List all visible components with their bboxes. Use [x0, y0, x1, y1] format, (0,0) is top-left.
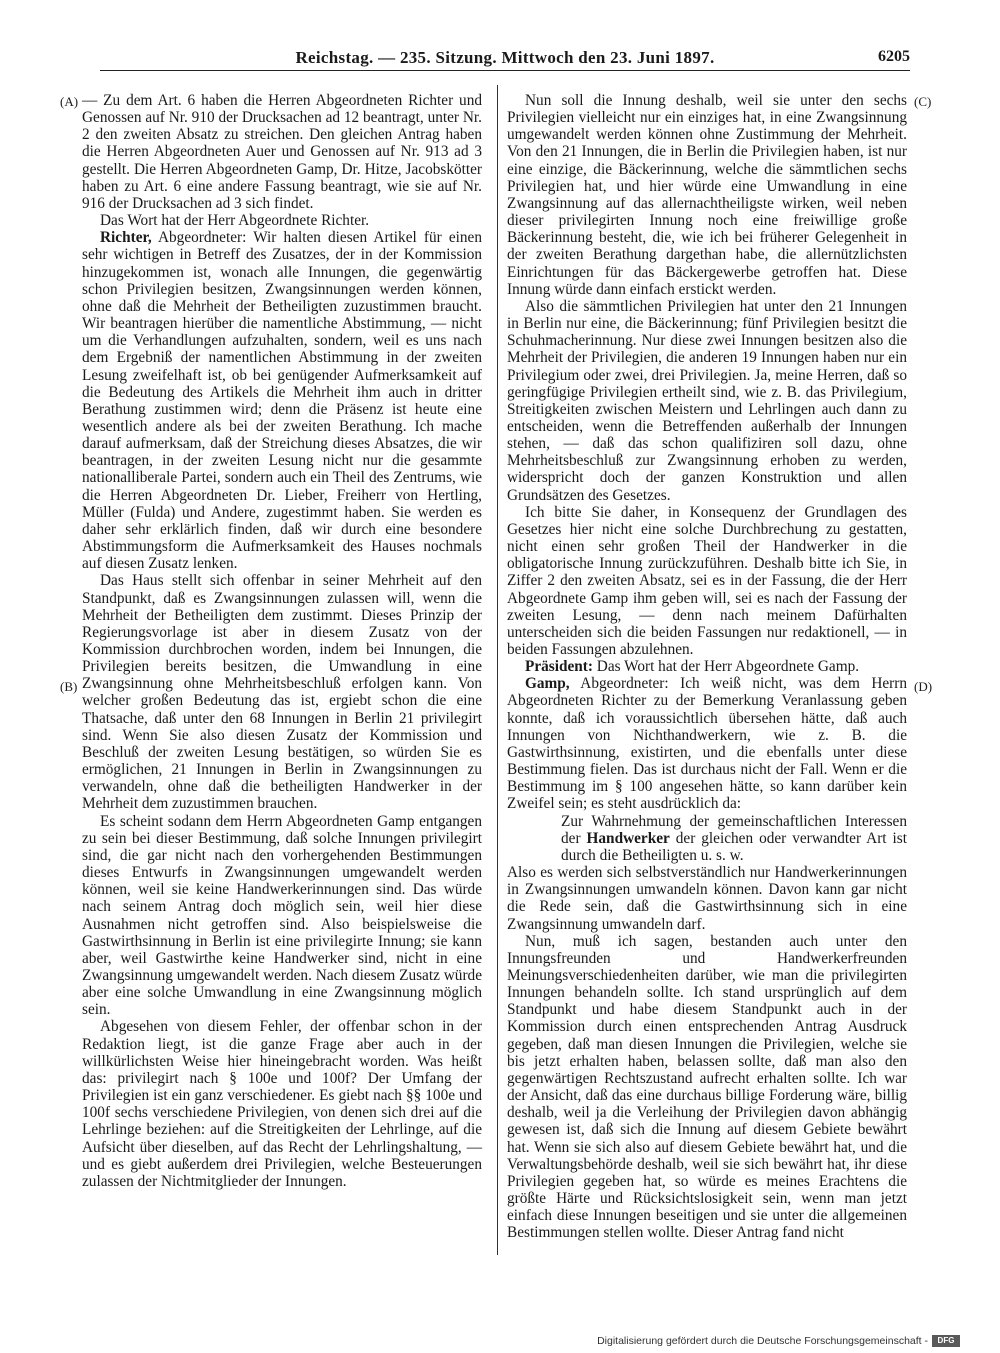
paragraph: [507, 658, 907, 675]
paragraph: Ich bitte Sie daher, in Konsequenz der Grundlagen des Gesetzes hier nicht eine solche Durchbrechung zu gestatten, nicht einen sehr großen Theil der Handwerker in die obligatorische Innung zurückzuführen. Deshalb bitte ich Sie, in Ziffer 2 den zweiten Absatz, sei es in der Fassung, die der Herr Abgeordnete Gamp ihm geben will, sei es nach der Fassung der zweiten Lesung, — denn nach meinem Dafürhalten unterscheiden sich die beiden Fassungen nur redaktionell, — in beiden Fassungen abzulehnen.: [507, 503, 907, 658]
speaker-name: Gamp,: [525, 675, 570, 693]
header-title: Reichstag. — 235. Sitzung. Mittwoch den 23. Juni 1897.: [295, 48, 715, 67]
credit-text: Digitalisierung gefördert durch die Deutsche Forschungsgemeinschaft -: [597, 1335, 928, 1347]
speaker-name: Präsident:: [525, 658, 593, 676]
paragraph: — Zu dem Art. 6 haben die Herren Abgeordneten Richter und Genossen auf Nr. 910 der Drucksachen ad 12 beantragt, unter Nr. 2 den zweiten Absatz zu streichen. Den gleichen Antrag haben die Herren Abgeordneten Auer und Genossen auf Nr. 913 ad 3 gestellt. Die Herren Abgeordneten Gamp, Dr. Hitze, Jacobskötter haben zu Art. 6 eine andere Fassung beantragt, wie sie auf Nr. 916 der Drucksachen ad 3 sich findet.: [82, 92, 482, 212]
column-divider: [497, 85, 498, 1255]
paragraph: Also die sämmtlichen Privilegien hat unter den 21 Innungen in Berlin nur eine, die Bäckerinnung; fünf Privilegien besitzt die Schuhmacherinnung. Nur diese zwei Innungen besitzen also die Mehrheit der Privilegien, die anderen 19 Innungen haben nur ein Privilegium oder zwei, drei Privilegien. Ja, meine Herren, daß so geringfügige Privilegien ertheilt sind, wie z. B. das Privilegium, Streitigkeiten zwischen Meistern und Lehrlingen auch dann zu entscheiden, wenn die Betreffenden außerhalb der Innungen stehen, — daß das schon qualifiziren soll dazu, ohne Mehrheitsbeschluß zur Zwangsinnung erhoben zu werden, widerspricht doch der ganzen Konstruktion und allen Grundsätzen des Gesetzes.: [507, 297, 907, 504]
margin-marker-d: (D): [914, 679, 933, 694]
paragraph: Es scheint sodann dem Herrn Abgeordneten Gamp entgangen zu sein bei dieser Bestimmung, daß solche Innungen privilegirt sind, die gar nicht nach den vorhergehenden Bestimmungen dieses Entwurfs in Zwangsinnungen umgewandelt werden können, weil sie keine Handwerkerinnungen sind. Das würde nach seinem Antrag doch möglich sein, weil hier diese Ausnahmen nicht getroffen sind. Also beispielsweise die Gastwirthsinnung in Berlin ist eine privilegirte Innung; sie kann aber, weil Gastwirthe keine Handwerker sind, nicht in eine Zwangsinnung umgewandelt werden. Nach diesem Zusatz würde aber eine solche Umwandlung in eine Zwangsinnung möglich sein.: [82, 812, 482, 1019]
footer-credit: [597, 1335, 960, 1347]
page-number: 6205: [878, 48, 910, 65]
quote-text: der gleichen oder verwandter Art ist durch die Betheiligten u. s. w.: [561, 829, 907, 864]
paragraph: Das Haus stellt sich offenbar in seiner Mehrheit auf den Standpunkt, daß es Zwangsinnungen zulassen will, wenn die Mehrheit der Betheiligten dem zustimmt. Dieses Prinzip der Regierungsvorlage ist aber in diesem Zusatz von der Kommission durchbrochen worden, indem bei Innungen, die Privilegien bereits besitzen, die Umwandlung in eine Zwangsinnung ohne Mehrheitsbeschluß erfolgen kann. Von welcher großen Bedeutung das ist, ergiebt schon die eine Thatsache, daß unter den 68 Innungen in Berlin 21 privilegirt sind. Wenn Sie also diesen Zusatz der Kommission und Beschluß der zweiten Lesung bestätigen, so würden Sie es ermöglichen, 21 Innungen in Berlin in Zwangsinnungen zu verwandeln, ohne daß die betheiligten Handwerker in der Mehrheit dem zuzustimmen brauchen.: [82, 572, 482, 813]
quote-emphasis: Handwerker: [586, 829, 670, 847]
margin-marker-b: (B): [60, 679, 78, 694]
paragraph: Nun soll die Innung deshalb, weil sie unter den sechs Privilegien vielleicht nur ein einziges hat, in eine Zwangsinnung umgewandelt werden können ohne Zustimmung der Mehrheit. Von den 21 Innungen, die in Berlin die Privilegien haben, ist nur eine einzige, die Bäckerinnung, welche die sämmtlichen sechs Privilegien hat, und hier würde eine Umwandlung in eine Zwangsinnung auf das allernachtheiligste wirken, weil neben dieser privilegirten Innung noch eine freiwillige große Bäckerinnung besteht, die, wie ich bei früherer Gelegenheit in der zweiten Berathung dargethan habe, die allernützlichsten Einrichtungen für das Bäckergewerbe getroffen hat. Diese Innung würde dann einfach erstickt werden.: [507, 92, 907, 298]
margin-marker-c: (C): [914, 94, 932, 109]
paragraph: [507, 675, 907, 812]
paragraph: Nun, muß ich sagen, bestanden auch unter den Innungsfreunden und Handwerkerfreunden Meinungsverschiedenheiten darüber, wie man die privilegirten Innungen behandeln sollte. Ich stand ursprünglich auf dem Standpunkt und habe diesem Standpunkt auch in der Kommission durch einen entsprechenden Antrag Ausdruck gegeben, daß man diesen Innungen die Privilegien, welche sie bis jetzt erhalten haben, belassen sollte, daß man also den gegenwärtigen Rechtszustand aufrecht erhalten sollte. Ich war der Ansicht, daß das eine durchaus billige Forderung wäre, billig deshalb, weil ja die Verleihung der Privilegien davon abhängig gewesen ist, daß sich die Innung auf diesem Gebiete bewährt hat. Wenn sie sich also auf diesem Gebiete bewährt hat, und die Verwaltungsbehörde deshalb, weil sie sich bewährt hat, ihr diese Privilegien gegeben hat, so würde es meines Erachtens die größte Härte und Rücksichtslosigkeit sein, wenn man jetzt einfach diese Innungen beseitigen und sie unter die allgemeinen Bestimmungen stellen wollte. Dieser Antrag fand nicht: [507, 932, 907, 1242]
margin-marker-a: (A): [60, 94, 79, 109]
paragraph: Abgesehen von diesem Fehler, der offenbar schon in der Redaktion liegt, ist die ganze Frage aber auch in der willkürlichsten Weise hier hineingebracht worden. Was heißt das: privilegirt nach § 100e und 100f? Der Umfang der Privilegien ist ein ganz verschiedener. Es giebt nach §§ 100e und 100f sechs verschiedene Privilegien, von denen sich drei auf die Lehrlinge beziehen: auf die Streitigkeiten der Lehrlinge, auf die Aufsicht über dieselben, auf das Recht der Lehrlingshaltung, — und es giebt außerdem drei Privilegien, welche Besteuerungen zulassen der Nichtmitglieder der Innungen.: [82, 1018, 482, 1190]
left-column: [82, 92, 482, 1190]
speaker-name: Richter,: [100, 229, 152, 247]
paragraph: Also es werden sich selbstverständlich nur Handwerkerinnungen in Zwangsinnungen umwandeln können. Davon kann gar nicht die Rede sein, daß die Gastwirthsinnung sich in eine Zwangsinnung umwandeln darf.: [507, 864, 907, 933]
speech-text: Abgeordneter: Wir halten diesen Artikel für einen sehr wichtigen in Betreff des Zusatzes, der in der Kommission hinzugekommen ist, wonach alle Innungen, die gegenwärtig schon Privilegien besitzen, Zwangsinnungen werden können, ohne daß die Mehrheit der Betheiligten zuzustimmen braucht. Wir beantragen hierüber die namentliche Abstimmung, — nicht um die Verhandlungen aufzuhalten, sondern, weil es uns nach dem Ergebniß der namentlichen Abstimmung in der zweiten Lesung zweifelhaft ist, ob bei genügender Aufmerksamkeit auf die Bedeutung des Artikels die Mehrheit ihm auch in dritter Berathung zustimmen wird; denn die Präsenz ist heute eine wesentlich andere als bei der zweiten Berathung. Ich mache darauf aufmerksam, daß der Streichung dieses Absatzes, die wir beantragen, in der zweiten Lesung nicht nur die gesammte nationalliberale Partei, sondern auch ein Theil des Zentrums, wie die Herren Abgeordneten Dr. Lieber, Freiherr von Hertling, Müller (Fulda) und Andere, zugestimmt haben. Sie werden es daher sehr erklärlich finden, daß wir durch eine besondere Abstimmungsform die Aufmerksamkeit des Hauses nochmals auf diesen Zusatz lenken.: [82, 229, 482, 573]
quote-text: Zur Wahrnehmung der gemeinschaftlichen Interessen der: [561, 812, 907, 847]
speech-text: Abgeordneter: Ich weiß nicht, was dem Herrn Abgeordneten Richter zu der Bemerkung Veranlassung geben konnte, daß ich voraussichtlich übersehen hätte, daß auch Innungen von Nichthandwerkern, wie z. B. die Gastwirthsinnung, existirten, und die ebenfalls unter diese Bestimmung fielen. Das ist durchaus nicht der Fall. Wenn er die Bestimmung im § 100 angesehen hätte, so kann darüber kein Zweifel sein; es steht ausdrücklich da:: [507, 675, 907, 813]
speech-text: Das Wort hat der Herr Abgeordnete Gamp.: [592, 658, 860, 676]
quotation: [507, 813, 907, 864]
right-column: [507, 92, 907, 1241]
page-header: [100, 48, 910, 71]
dfg-logo: DFG: [932, 1335, 960, 1347]
paragraph: [82, 229, 482, 572]
paragraph: Das Wort hat der Herr Abgeordnete Richter.: [100, 212, 370, 230]
